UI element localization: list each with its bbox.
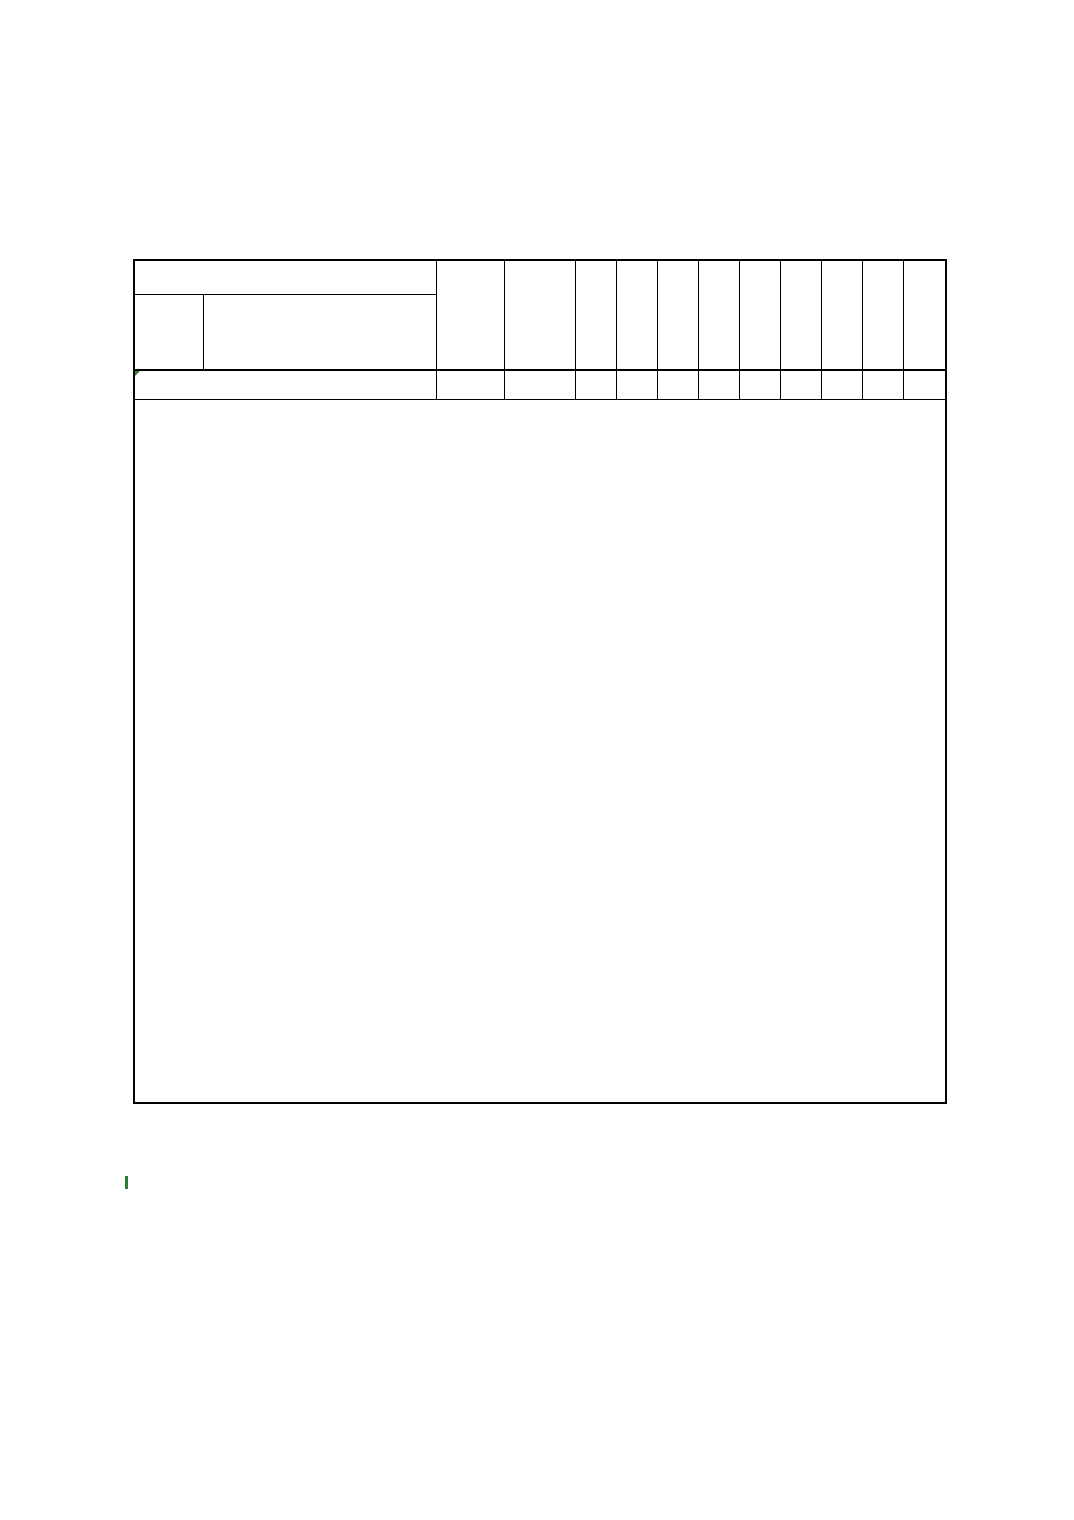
- column-header: [617, 261, 657, 369]
- income-summary-table: [133, 259, 947, 1104]
- column-header-general-budget: [505, 261, 575, 369]
- column-header-total-wrap: [437, 261, 505, 369]
- column-header: [863, 261, 903, 369]
- summary-general-budget-cell: [505, 371, 576, 399]
- cell-corner-marker-icon: [135, 371, 140, 376]
- gridlines-bottom: [125, 1104, 948, 1208]
- column-header-wrap: [822, 261, 863, 369]
- empty-value-cell: [658, 371, 699, 399]
- column-header-subject-name: [204, 295, 436, 369]
- column-header-wrap: [658, 261, 699, 369]
- column-header: [781, 261, 821, 369]
- table-title: [133, 212, 947, 240]
- empty-value-cell: [617, 371, 658, 399]
- column-header: [740, 261, 780, 369]
- empty-value-cell: [699, 371, 740, 399]
- sheet-number-label: [133, 183, 212, 212]
- column-header-wrap: [781, 261, 822, 369]
- column-header-wrap: [576, 261, 617, 369]
- column-header: [699, 261, 739, 369]
- column-header-subject: [135, 261, 436, 295]
- summary-row: [135, 371, 945, 400]
- column-header: [658, 261, 698, 369]
- column-header-wrap: [617, 261, 658, 369]
- empty-value-cell: [576, 371, 617, 399]
- column-header-general-wrap: [505, 261, 576, 369]
- column-header-total: [437, 261, 504, 369]
- empty-value-cell: [904, 371, 945, 399]
- subject-header-group: [135, 261, 437, 369]
- column-header-subject-code: [135, 295, 204, 369]
- column-header-wrap: [904, 261, 945, 369]
- table-header: [135, 261, 945, 371]
- cell-marker-icon: [125, 1176, 128, 1189]
- empty-value-cell: [863, 371, 904, 399]
- summary-total-cell: [437, 371, 505, 399]
- sheet-area: [125, 183, 948, 1207]
- column-header-wrap: [699, 261, 740, 369]
- column-header-wrap: [863, 261, 904, 369]
- subject-subheaders: [135, 295, 436, 369]
- column-header-wrap: [740, 261, 781, 369]
- summary-label-cell: [135, 371, 437, 399]
- empty-value-cell: [822, 371, 863, 399]
- column-header: [576, 261, 616, 369]
- empty-value-cell: [781, 371, 822, 399]
- empty-value-cell: [740, 371, 781, 399]
- column-header: [822, 261, 862, 369]
- column-header: [904, 261, 945, 369]
- table-body: [135, 400, 945, 1102]
